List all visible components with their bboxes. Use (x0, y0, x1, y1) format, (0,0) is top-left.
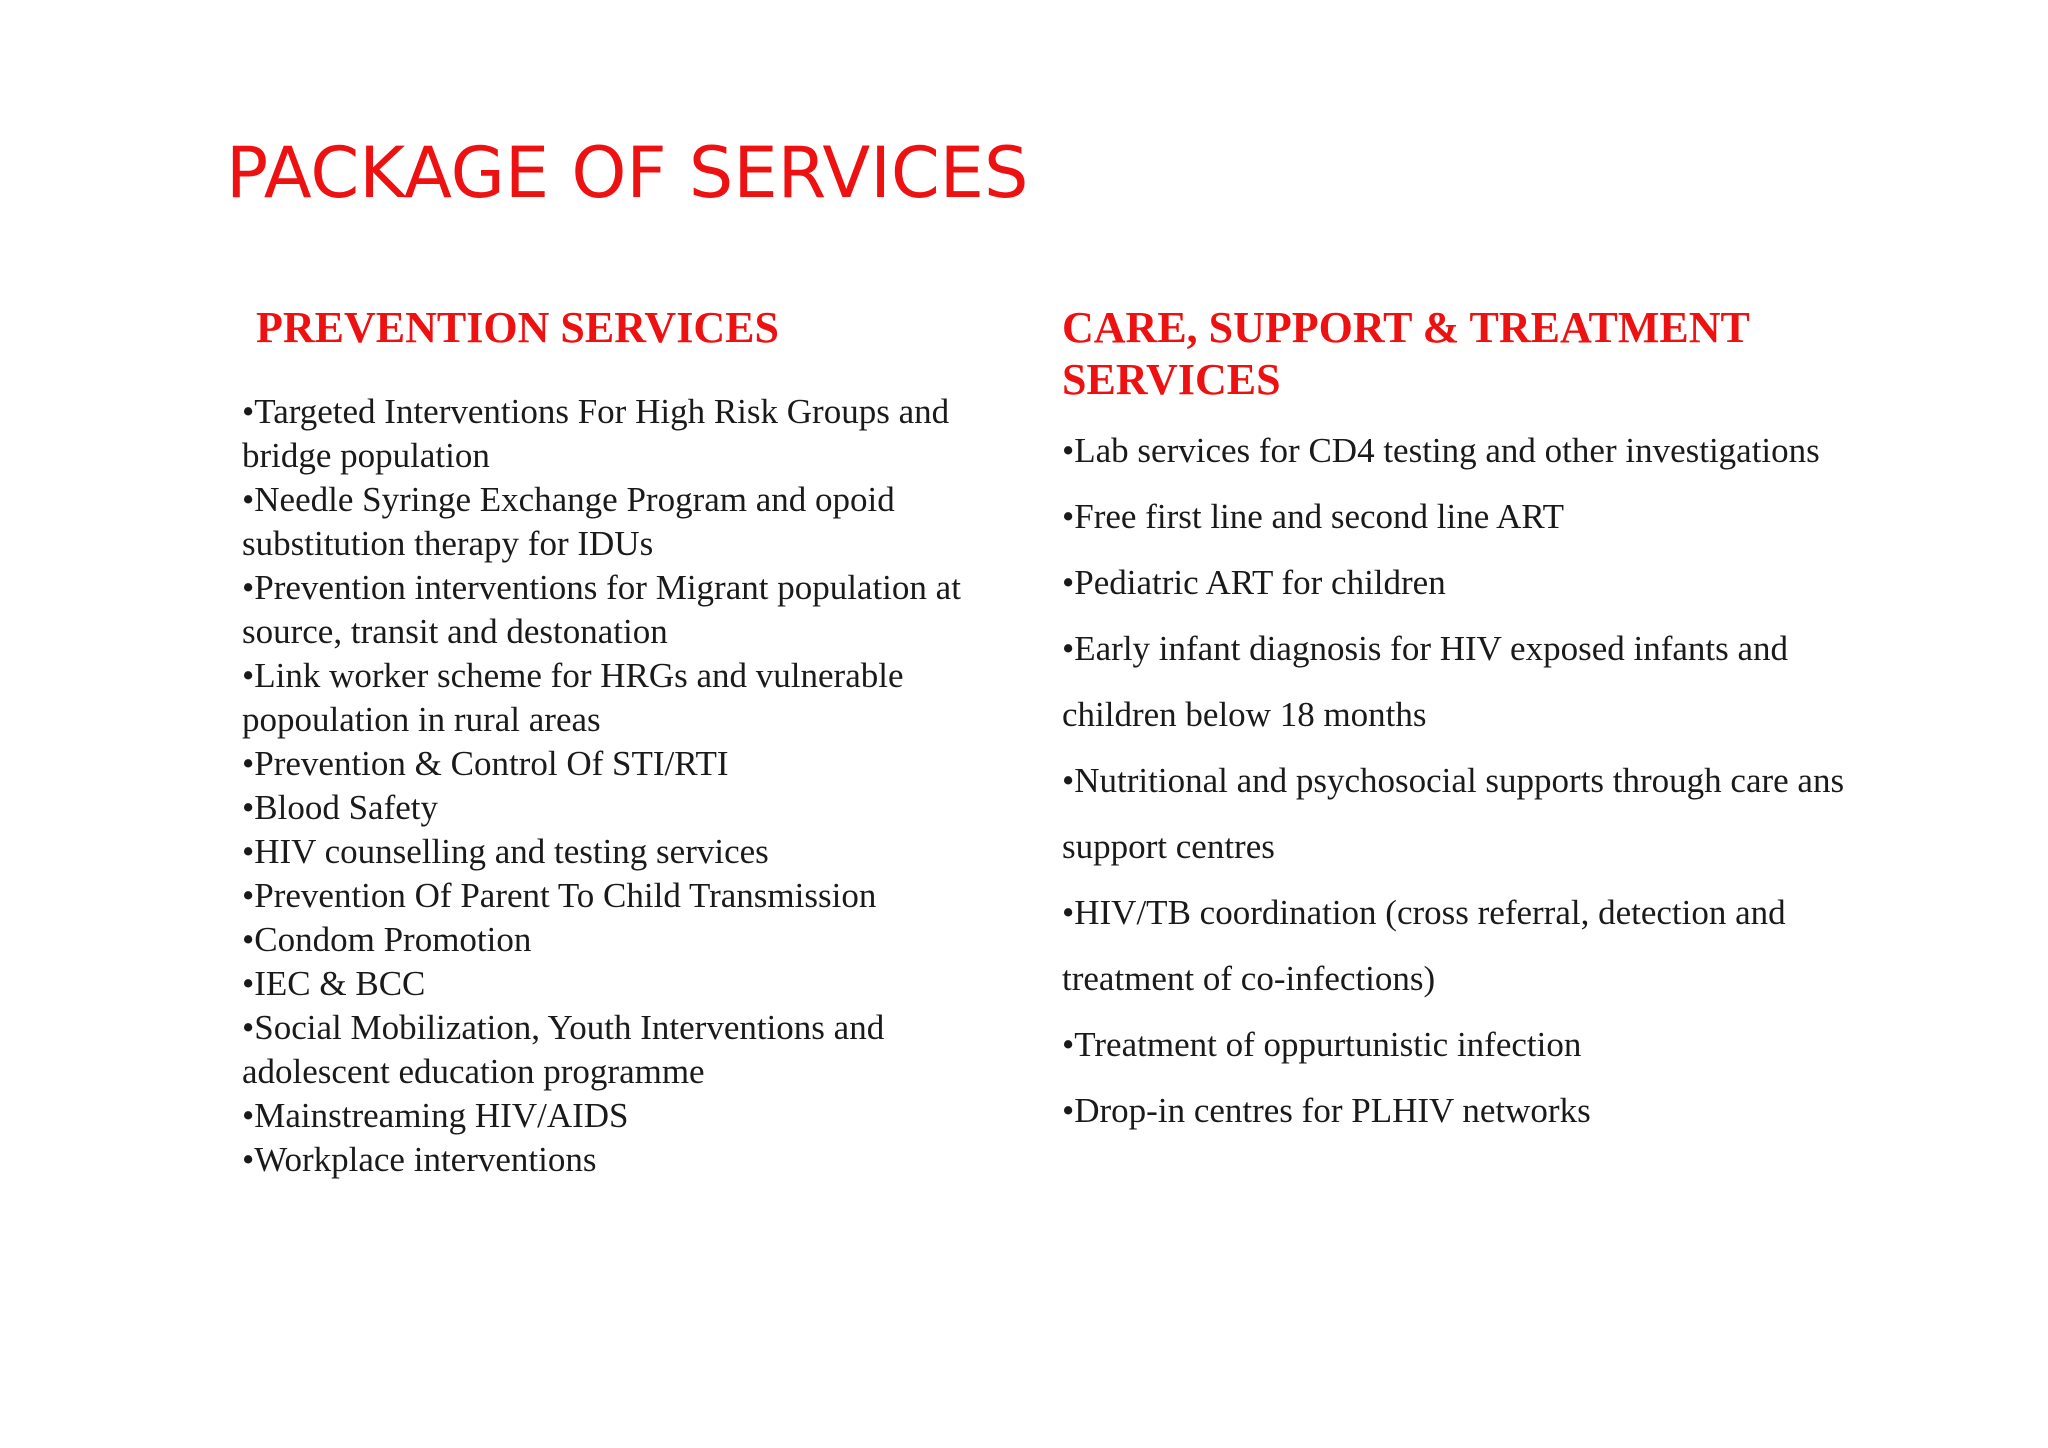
list-item: •HIV/TB coordination (cross referral, detection and treatment of co-infections) (1062, 893, 1786, 998)
prevention-list (242, 390, 1022, 1182)
list-item: •Nutritional and psychosocial supports through care ans support centres (1062, 761, 1845, 866)
list-item: •Prevention Of Parent To Child Transmission (242, 876, 877, 915)
care-heading: CARE, SUPPORT & TREATMENT SERVICES (1062, 303, 1750, 404)
list-item: •Early infant diagnosis for HIV exposed infants and children below 18 months (1062, 629, 1789, 734)
list-item: •Link worker scheme for HRGs and vulnerable popoulation in rural areas (242, 656, 904, 739)
list-item: •Lab services for CD4 testing and other investigations (1062, 431, 1820, 470)
list-item: •Mainstreaming HIV/AIDS (242, 1096, 629, 1135)
list-item: •Prevention & Control Of STI/RTI (242, 744, 729, 783)
list-item: •Pediatric ART for children (1062, 563, 1446, 602)
list-item: •Drop-in centres for PLHIV networks (1062, 1091, 1591, 1130)
list-item: •Prevention interventions for Migrant population at source, transit and destonation (242, 568, 961, 651)
list-item: •Targeted Interventions For High Risk Groups and bridge population (242, 392, 950, 475)
slide-title: PACKAGE OF SERVICES (226, 132, 1029, 214)
list-item: •Treatment of oppurtunistic infection (1062, 1025, 1582, 1064)
list-item: •Blood Safety (242, 788, 438, 827)
list-item: •Social Mobilization, Youth Interventions and adolescent education programme (242, 1008, 885, 1091)
prevention-heading: PREVENTION SERVICES (256, 303, 779, 352)
list-item: •Needle Syringe Exchange Program and opoid substitution therapy for IDUs (242, 480, 895, 563)
list-item: •Free first line and second line ART (1062, 497, 1564, 536)
list-item: •Condom Promotion (242, 920, 532, 959)
care-list (1062, 418, 1852, 1144)
list-item: •Workplace interventions (242, 1140, 597, 1179)
list-item: •IEC & BCC (242, 964, 426, 1003)
list-item: •HIV counselling and testing services (242, 832, 769, 871)
